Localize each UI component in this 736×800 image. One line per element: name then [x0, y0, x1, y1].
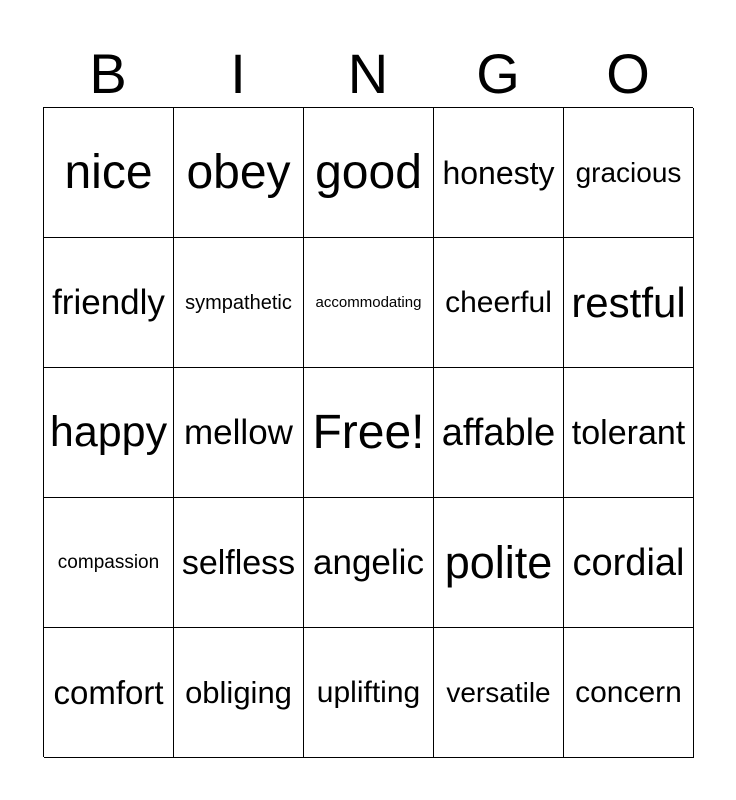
cell-word: friendly	[52, 283, 165, 322]
bingo-cell	[434, 628, 564, 758]
cell-word: versatile	[446, 676, 551, 708]
bingo-cell	[304, 498, 434, 628]
header-letter-o: O	[606, 42, 650, 105]
bingo-cell	[434, 498, 564, 628]
free-space-label: Free!	[312, 405, 425, 459]
bingo-cell	[304, 628, 434, 758]
cell-word: tolerant	[571, 413, 686, 452]
cell-word: good	[315, 145, 422, 199]
cell-word: compassion	[57, 552, 160, 573]
cell-word: accommodating	[315, 294, 422, 311]
cell-word: nice	[64, 145, 153, 199]
cell-word: obliging	[185, 675, 292, 710]
cell-word: happy	[49, 408, 168, 456]
bingo-cell	[304, 238, 434, 368]
cell-word: mellow	[184, 413, 293, 452]
bingo-cell	[434, 238, 564, 368]
cell-word: polite	[444, 537, 553, 588]
bingo-cell	[174, 498, 304, 628]
cell-word: comfort	[53, 674, 164, 711]
cell-word: uplifting	[316, 675, 421, 709]
bingo-cell	[174, 108, 304, 238]
bingo-cell	[44, 108, 174, 238]
bingo-cell	[174, 238, 304, 368]
bingo-card-grid	[43, 107, 693, 757]
bingo-cell	[44, 368, 174, 498]
bingo-cell	[564, 368, 694, 498]
cell-word: concern	[575, 675, 682, 709]
cell-word: honesty	[442, 154, 555, 191]
bingo-cell	[434, 108, 564, 238]
bingo-cell	[564, 498, 694, 628]
free-space-cell	[304, 368, 434, 498]
header-letter-n: N	[347, 42, 389, 105]
cell-word: affable	[441, 411, 556, 454]
cell-word: sympathetic	[185, 291, 292, 314]
header-letter-b: B	[89, 42, 127, 105]
bingo-cell	[44, 498, 174, 628]
cell-word: gracious	[575, 156, 682, 188]
bingo-cell	[564, 108, 694, 238]
bingo-cell	[564, 628, 694, 758]
cell-word: obey	[186, 145, 291, 199]
cell-word: selfless	[181, 543, 296, 582]
bingo-cell	[564, 238, 694, 368]
bingo-header	[43, 40, 693, 108]
cell-word: restful	[571, 278, 686, 326]
cell-word: angelic	[313, 543, 424, 582]
bingo-cell	[44, 238, 174, 368]
bingo-cell	[434, 368, 564, 498]
header-letter-i: I	[230, 42, 246, 105]
bingo-cell	[174, 368, 304, 498]
cell-word: cordial	[572, 541, 685, 584]
bingo-cell	[44, 628, 174, 758]
cell-word: cheerful	[445, 285, 552, 319]
header-letter-g: G	[476, 42, 520, 105]
bingo-cell	[174, 628, 304, 758]
bingo-cell	[304, 108, 434, 238]
